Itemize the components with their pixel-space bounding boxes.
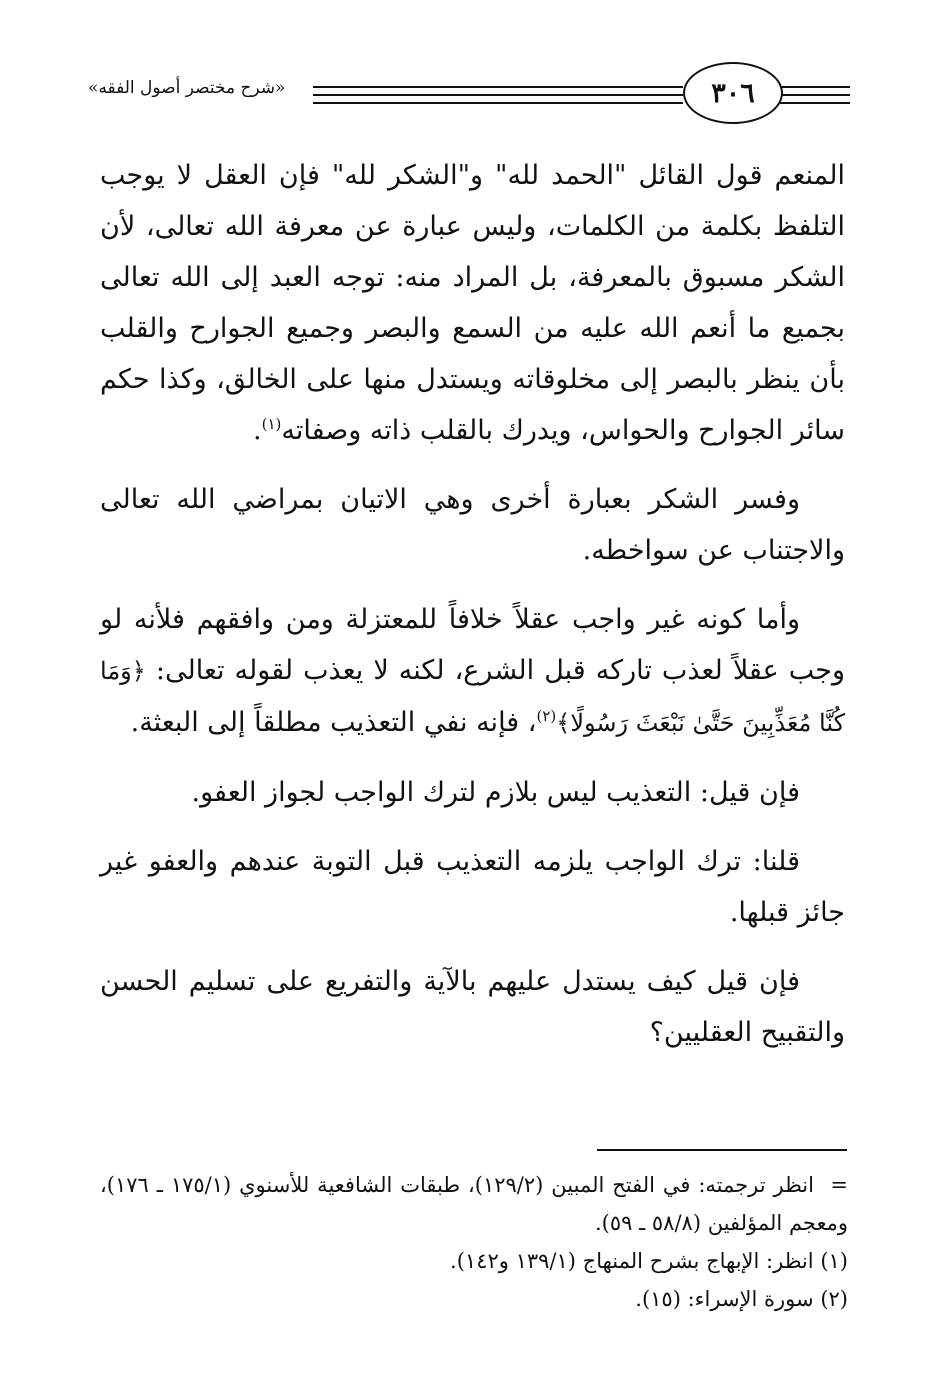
footnote-text: انظر: الإبهاج بشرح المنهاج (١٣٩/١ و١٤٢). bbox=[450, 1249, 814, 1273]
header-rule bbox=[313, 86, 683, 88]
footnote-text: سورة الإسراء: (١٥). bbox=[635, 1287, 814, 1311]
paragraph: وفسر الشكر بعبارة أخرى وهي الاتيان بمراضي الله تعالى والاجتناب عن سواخطه. bbox=[100, 484, 845, 566]
paragraph-text: وأما كونه غير واجب عقلاً خلافاً للمعتزلة ومن وافقهم فلأنه لو وجب عقلاً لعذب تاركه قبل الشرع، لكنه لا يعذب لقوله تعالى: bbox=[100, 604, 845, 686]
paragraph: قلنا: ترك الواجب يلزمه التعذيب قبل التوبة عندهم والعفو غير جائز قبلها. bbox=[100, 846, 845, 928]
header-rule bbox=[780, 102, 850, 104]
footnote-text: انظر ترجمته: في الفتح المبين (١٢٩/٢)، طبقات الشافعية للأسنوي (١٧٥/١ ـ ١٧٦)، ومعجم المؤلفين (٥٨/٨ ـ ٥٩). bbox=[100, 1173, 848, 1235]
book-title: «شرح مختصر أصول الفقه» bbox=[88, 78, 286, 98]
footnote-divider bbox=[597, 1149, 847, 1151]
page-number: ٣٠٦ bbox=[683, 62, 783, 124]
paragraph-text: ، فإنه نفي التعذيب مطلقاً إلى البعثة. bbox=[130, 707, 537, 738]
header-rule bbox=[313, 102, 683, 104]
quran-verse: ﴿وَمَا كُنَّا مُعَذِّبِينَ حَتَّىٰ نَبْعَثَ رَسُولًا﴾ bbox=[100, 657, 845, 737]
paragraph: فإن قيل: التعذيب ليس بلازم لترك الواجب لجواز العفو. bbox=[191, 777, 800, 808]
continuation-mark: = bbox=[830, 1173, 848, 1197]
paragraph-end: . bbox=[253, 415, 262, 446]
header-rule bbox=[780, 86, 850, 88]
footnote-reference: (١) bbox=[261, 415, 282, 433]
footnote-2 bbox=[100, 1280, 848, 1318]
paragraph-text: المنعم قول القائل "الحمد لله" و"الشكر لله" فإن العقل لا يوجب التلفظ بكلمة من الكلمات، وليس عبارة عن معرفة الله تعالى، لأن الشكر مسبوق بالمعرفة، بل المراد منه: توجه العبد إلى الله تعالى بجميع ما أنعم الله عليه من السمع والبصر وجميع الجوارح والقلب بأن ينظر بالبصر إلى مخلوقاته ويستدل منها على الخالق، وكذا حكم سائر الجوارح والحواس، ويدرك بالقلب ذاته وصفاته bbox=[100, 160, 845, 446]
paragraph bbox=[100, 150, 845, 456]
footnote-number: (١) bbox=[820, 1249, 848, 1273]
paragraph bbox=[100, 594, 845, 749]
main-text bbox=[100, 150, 845, 1076]
running-header bbox=[80, 58, 850, 128]
footnotes bbox=[100, 1166, 848, 1318]
footnote-number: (٢) bbox=[820, 1287, 848, 1311]
footnote-continuation bbox=[100, 1166, 848, 1242]
paragraph: فإن قيل كيف يستدل عليهم بالآية والتفريع على تسليم الحسن والتقبيح العقليين؟ bbox=[100, 966, 845, 1048]
footnote-1 bbox=[100, 1242, 848, 1280]
header-rule bbox=[313, 94, 683, 96]
footnote-reference: (٢) bbox=[536, 707, 557, 725]
header-rule bbox=[780, 94, 850, 96]
